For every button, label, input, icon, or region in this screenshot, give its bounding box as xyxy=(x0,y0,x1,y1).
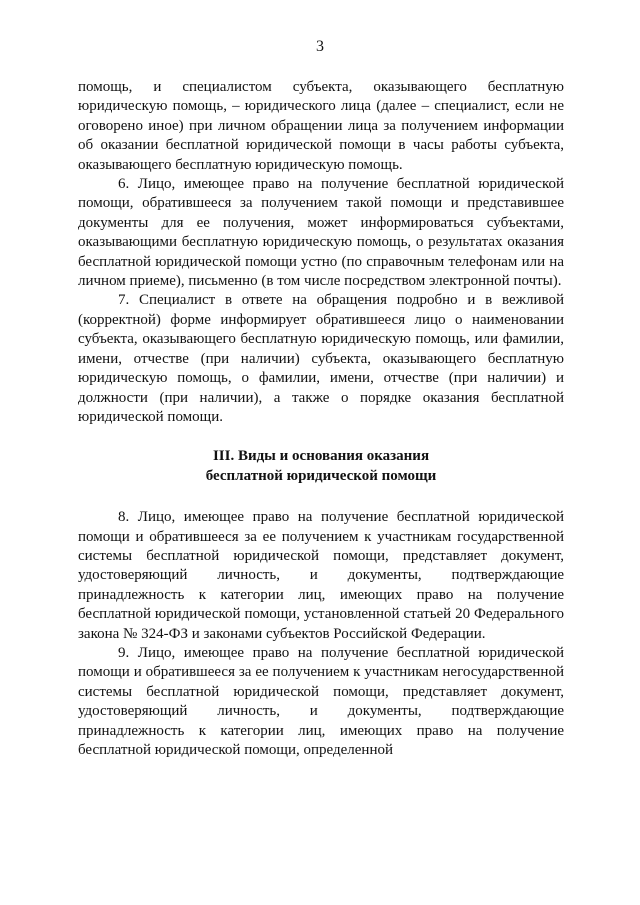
paragraph-8: 8. Лицо, имеющее право на получение бесплатной юридической помощи и обратившееся за ее получением к участникам государственной системы бесплатной юридической помощи, представляет документ, удостоверяющий личность, и документы, подтверждающие принадлежность к категории лиц, имеющих право на получение бесплатной юридической помощи, установленной статьей 20 Федерального закона № 324-ФЗ и законами субъектов Российской Федерации. xyxy=(78,509,564,642)
page-number: 3 xyxy=(316,38,324,55)
document-body xyxy=(78,78,564,760)
paragraph-6: 6. Лицо, имеющее право на получение бесплатной юридической помощи, обратившееся за получением такой помощи и представившее документы для ее получения, может информироваться субъектами, оказывающими бесплатную юридическую помощь, о результатах оказания бесплатной юридической помощи устно (по справочным телефонам или на личном приеме), письменно (в том числе посредством электронной почты). xyxy=(78,176,564,290)
paragraph-intro: помощь, и специалистом субъекта, оказывающего бесплатную юридическую помощь, – юридического лица (далее – специалист, если не оговорено иное) при личном обращении лица за получением информации об оказании бесплатной юридической помощи в часы работы субъекта, оказывающего бесплатную юридическую помощь. xyxy=(78,79,564,173)
section-heading-line-2: бесплатной юридической помощи xyxy=(205,467,437,484)
paragraph-7: 7. Специалист в ответе на обращения подробно и в вежливой (корректной) форме информирует обратившееся лицо о наименовании субъекта, оказывающего бесплатную юридическую помощь, или фамилии, имени, отчестве (при наличии) субъекта, оказывающего бесплатную юридическую помощь, о фамилии, имени, отчестве (при наличии) и должности (при наличии), а также о порядке оказания бесплатной юридической помощи. xyxy=(78,292,564,425)
paragraph-9: 9. Лицо, имеющее право на получение бесплатной юридической помощи и обратившееся за ее получением к участникам негосударственной системы бесплатной юридической помощи, представляет документ, удостоверяющий личность, и документы, подтверждающие принадлежность к категории лиц, имеющих право на получение бесплатной юридической помощи, определенной xyxy=(78,644,564,758)
section-heading xyxy=(78,447,564,486)
section-heading-line-1: III. Виды и основания оказания xyxy=(212,448,430,465)
